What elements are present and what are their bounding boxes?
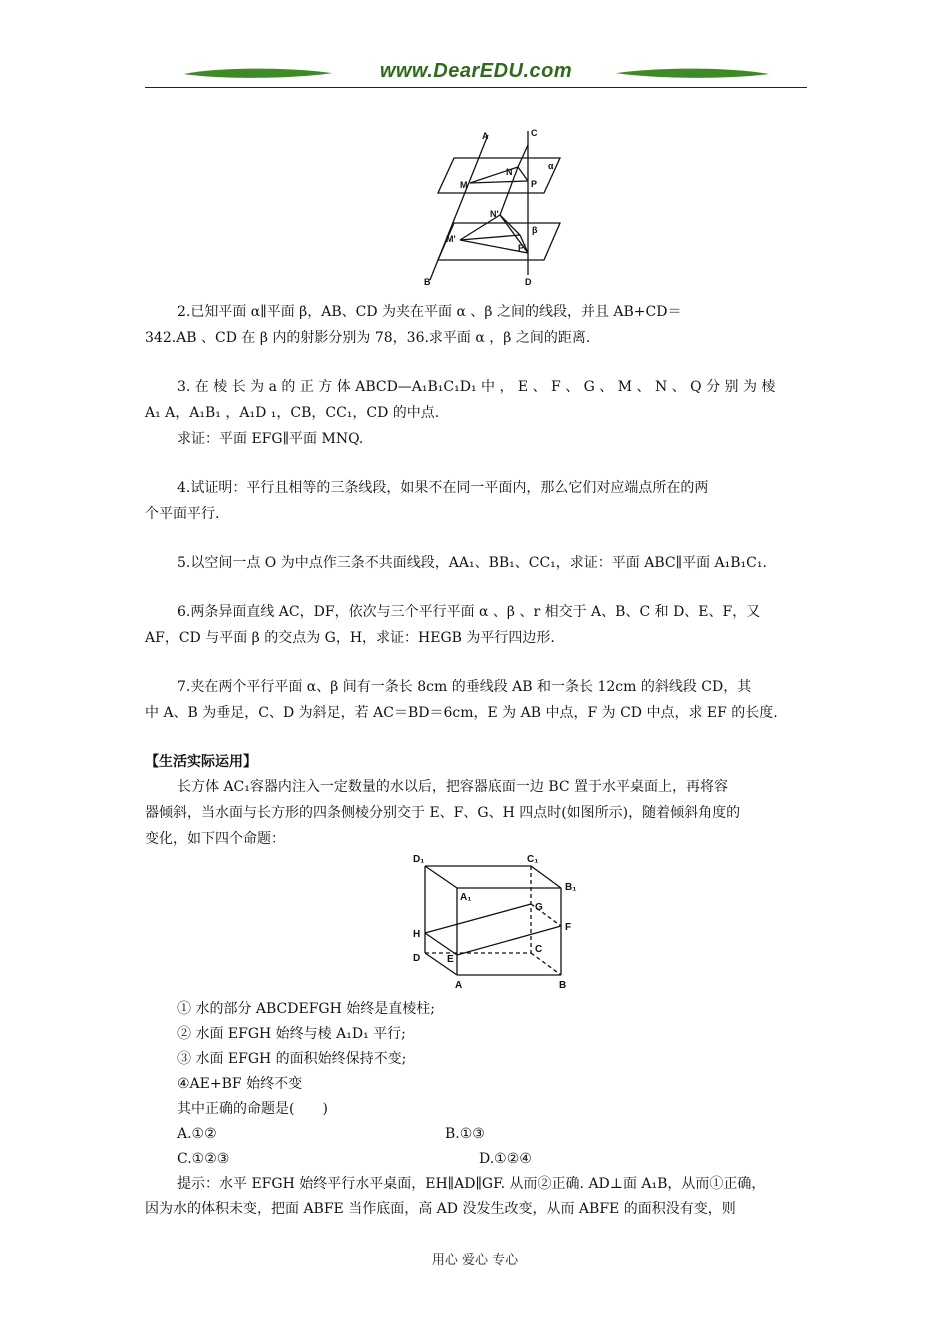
fig1-label-d: D: [525, 277, 532, 287]
fig2-label-d1: D₁: [413, 854, 425, 865]
hint-line-1: 提示：水平 EFGH 始终平行水平桌面，EH∥AD∥GF. 从而②正确. AD⊥面 A₁B，从而①正确，: [177, 1176, 766, 1192]
fig2-label-h: H: [413, 929, 421, 940]
problem-7-line-1: 7.夹在两个平行平面 α、β 间有一条长 8cm 的垂线段 AB 和一条长 12cm 的斜线段 CD，其: [177, 679, 752, 695]
fig1-label-m: M: [460, 180, 468, 190]
fig1-label-n-prime: N': [490, 209, 499, 219]
fig1-label-p-prime: P': [518, 243, 527, 253]
problem-6-line-2: AF，CD 与平面 β 的交点为 G，H，求证：HEGB 为平行四边形.: [145, 630, 555, 646]
fig2-label-c1: C₁: [527, 854, 539, 865]
fig2-label-f: F: [565, 922, 572, 933]
fig2-label-e: E: [447, 954, 454, 965]
figure-parallel-planes: [420, 125, 570, 290]
fig2-label-a: A: [455, 980, 463, 991]
fig1-label-alpha: α: [548, 161, 554, 171]
problem-3-line-2: A₁ A，A₁B₁ ，A₁D ₁，CB，CC₁，CD 的中点.: [145, 405, 440, 421]
statement-2: ② 水面 EFGH 始终与棱 A₁D₁ 平行;: [177, 1026, 406, 1042]
fig1-label-c: C: [531, 128, 538, 138]
problem-6-line-1: 6.两条异面直线 AC，DF，依次与三个平行平面 α 、β 、r 相交于 A、B、C 和 D、E、F，又: [177, 604, 761, 620]
option-c: C.①②③: [177, 1151, 230, 1167]
fig1-label-beta: β: [532, 225, 538, 235]
problem-5-line-1: 5.以空间一点 O 为中点作三条不共面线段，AA₁、BB₁、CC₁，求证：平面 ABC∥平面 A₁B₁C₁.: [177, 555, 767, 571]
problem-4-line-1: 4.试证明：平行且相等的三条线段，如果不在同一平面内，那么它们对应端点所在的两: [177, 480, 709, 496]
fig1-label-b: B: [424, 277, 431, 287]
right-leaf-decoration: [605, 67, 780, 81]
fig2-label-b1: B₁: [565, 882, 577, 893]
statement-3: ③ 水面 EFGH 的面积始终保持不变;: [177, 1051, 407, 1067]
problem-4-line-2: 个平面平行.: [145, 506, 220, 522]
problem-2-line-1: 2.已知平面 α∥平面 β，AB、CD 为夹在平面 α 、β 之间的线段，并且 AB+CD＝: [177, 304, 682, 320]
fig1-label-p: P: [531, 179, 538, 189]
fig2-label-b: B: [559, 980, 567, 991]
site-logo: www.DearEDU.com: [379, 60, 573, 82]
page-header: [145, 58, 807, 90]
problem-7-line-2: 中 A、B 为垂足，C、D 为斜足，若 AC＝BD＝6cm，E 为 AB 中点，F 为 CD 中点，求 EF 的长度.: [145, 705, 778, 721]
statement-4: ④AE+BF 始终不变: [177, 1076, 303, 1092]
option-d: D.①②④: [479, 1151, 532, 1167]
section-intro-line-3: 变化，如下四个命题：: [145, 831, 285, 847]
fig1-label-n: N: [506, 167, 513, 177]
problem-2-line-2: 342.AB 、CD 在 β 内的射影分别为 78，36.求平面 α ，β 之间的距离.: [145, 330, 591, 346]
page-footer: 用心 爱心 专心: [431, 1253, 519, 1268]
figure-rectangular-box: [405, 848, 590, 993]
problem-3-line-1: 3. 在 棱 长 为 a 的 正 方 体 ABCD—A₁B₁C₁D₁ 中 ， E 、 F 、 G 、 M 、 N 、 Q 分 别 为 棱: [177, 379, 776, 395]
fig2-label-c: C: [535, 944, 543, 955]
problem-3-line-3: 求证：平面 EFG∥平面 MNQ.: [177, 431, 364, 447]
fig2-label-a1: A₁: [460, 892, 472, 903]
fig1-label-m-prime: M': [446, 234, 456, 244]
fig1-label-a: A: [482, 131, 489, 141]
statement-1: ① 水的部分 ABCDEFGH 始终是直棱柱;: [177, 1001, 435, 1017]
section-intro-line-2: 器倾斜，当水面与长方形的四条侧棱分别交于 E、F、G、H 四点时(如图所示)，随着倾斜角度的: [145, 805, 741, 821]
header-rule: [145, 87, 807, 88]
question-text: 其中正确的命题是( ): [177, 1101, 328, 1117]
option-b: B.①③: [445, 1126, 485, 1142]
section-heading: 【生活实际运用】: [145, 754, 257, 770]
fig2-label-g: G: [535, 902, 543, 913]
fig2-label-d: D: [413, 953, 421, 964]
section-intro-line-1: 长方体 AC₁容器内注入一定数量的水以后，把容器底面一边 BC 置于水平桌面上，再将容: [177, 779, 729, 795]
option-a: A.①②: [177, 1126, 217, 1142]
hint-line-2: 因为水的体积未变，把面 ABFE 当作底面，高 AD 没发生改变，从而 ABFE 的面积没有变，则: [145, 1201, 736, 1217]
